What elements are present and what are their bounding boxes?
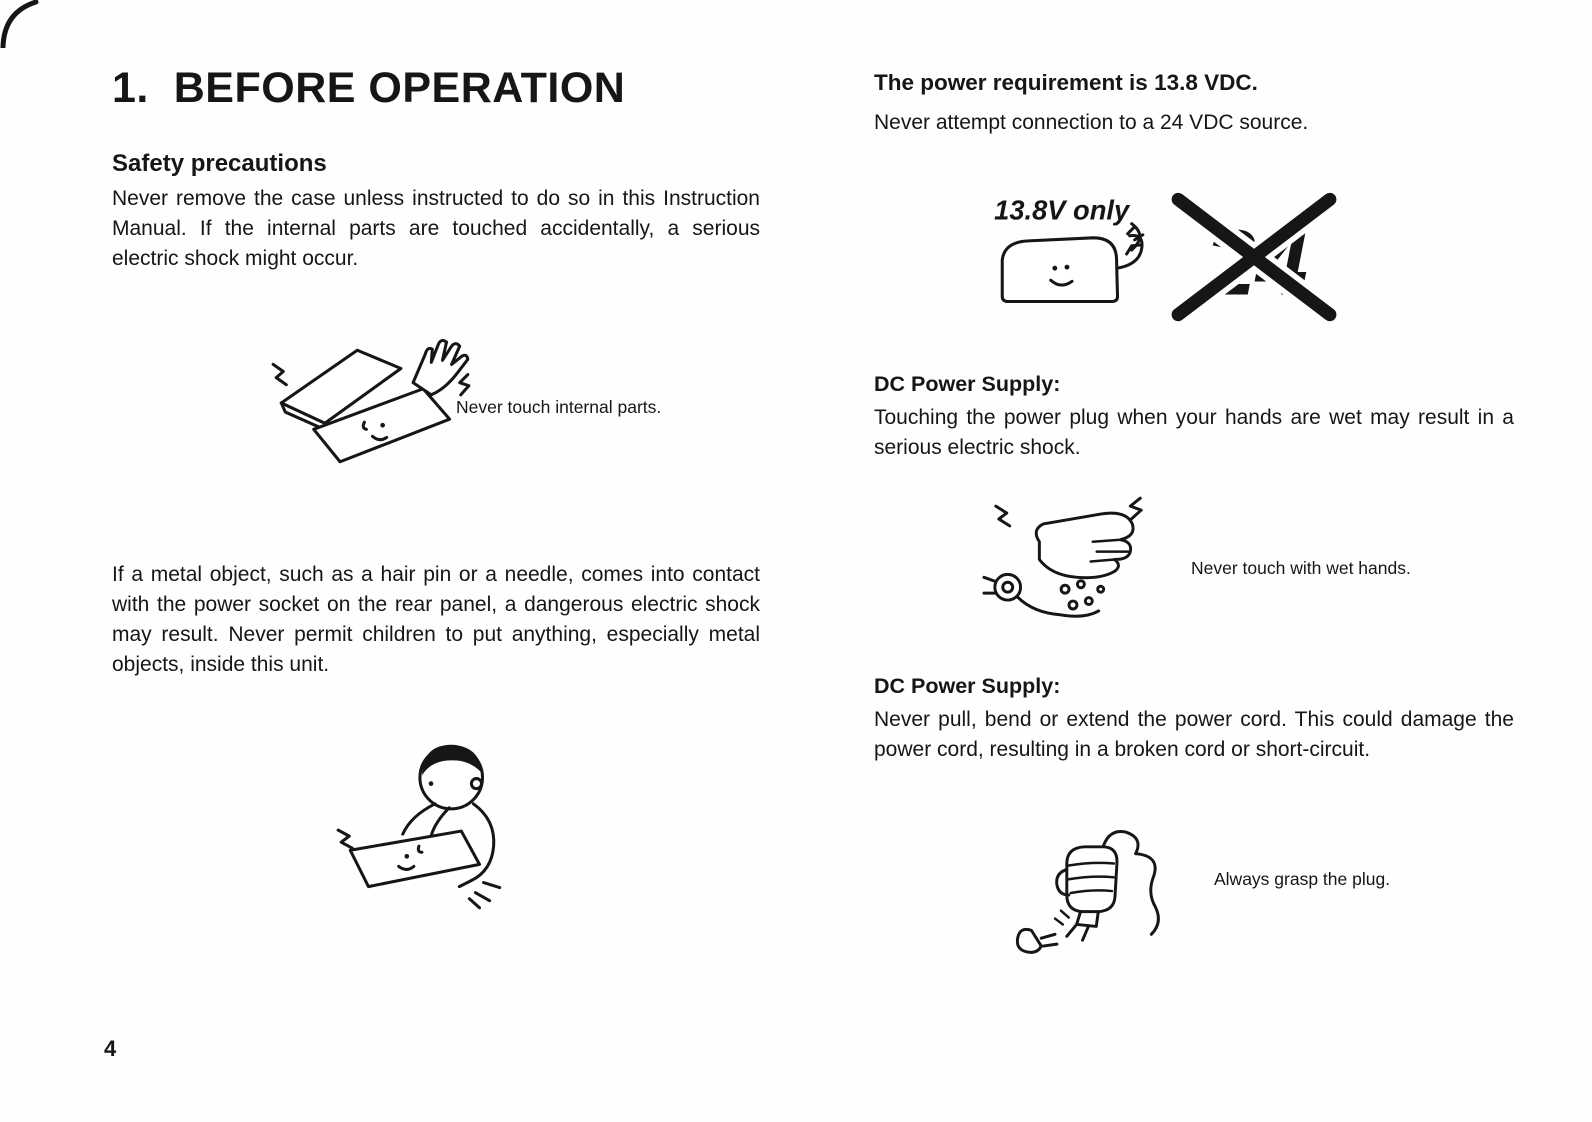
water-drop xyxy=(1098,586,1104,592)
box-face-eye xyxy=(1052,266,1057,271)
paragraph-metal-object: If a metal object, such as a hair pin or a needle, comes into contact with the power socket on the rear panel, a dangerous electric shock may result. Never permit children to put anything, especially metal objects, inside this unit. xyxy=(112,563,760,676)
crossed-out-24-label: 24 xyxy=(1204,210,1308,315)
power-supply-box xyxy=(1002,238,1117,302)
plug-prongs xyxy=(1067,924,1089,940)
hand xyxy=(413,340,468,394)
water-drop xyxy=(1077,581,1084,588)
box-face-eye xyxy=(1065,265,1070,270)
unit-face-eye xyxy=(404,854,409,859)
dc-power-supply-text-1: Touching the power plug when your hands are wet may result in a serious electric shock. xyxy=(874,406,1514,459)
never-touch-internal-parts-illustration xyxy=(263,336,481,478)
wet-hand xyxy=(1036,513,1133,578)
page-curl-artifact xyxy=(0,0,42,48)
impact-marks xyxy=(469,883,499,908)
child-ear xyxy=(471,779,481,789)
safety-precautions-subheading: Safety precautions xyxy=(112,150,327,177)
paragraph-never-remove-case: Never remove the case unless instructed to do so in this Instruction Manual. If the internal parts are touched accidentally, a serious electric shock might occur. xyxy=(112,187,760,270)
power-requirement-text: Never attempt connection to a 24 VDC source. xyxy=(874,111,1309,134)
plug-center xyxy=(1003,582,1013,592)
section-heading: 1. BEFORE OPERATION xyxy=(112,64,626,112)
socket xyxy=(1017,929,1041,952)
lightning-icon xyxy=(1130,498,1141,519)
child-arm xyxy=(403,804,435,834)
dc-power-supply-title-2: DC Power Supply: xyxy=(874,674,1061,698)
case-face-eye xyxy=(380,423,385,428)
voltage-label: 13.8V only xyxy=(994,194,1130,226)
lightning-icon xyxy=(273,364,286,384)
plug-body xyxy=(1077,912,1099,927)
water-drop xyxy=(1061,585,1069,593)
voltage-warning-illustration xyxy=(980,183,1344,325)
socket-prong-ticks xyxy=(1041,934,1057,946)
child-with-unit-illustration xyxy=(322,733,534,915)
power-requirement-heading: The power requirement is 13.8 VDC. xyxy=(874,70,1258,95)
page-number: 4 xyxy=(104,1036,117,1061)
lightning-icon xyxy=(338,830,352,848)
child-eye xyxy=(429,781,434,786)
illustration3-caption: Always grasp the plug. xyxy=(1214,869,1391,889)
dc-power-supply-title-1: DC Power Supply: xyxy=(874,372,1061,396)
water-drop xyxy=(1085,598,1092,605)
unit-box xyxy=(350,831,479,887)
child-arm xyxy=(431,808,449,836)
wet-hands-illustration xyxy=(982,490,1160,634)
illustration2-caption: Never touch with wet hands. xyxy=(1191,558,1411,578)
dc-power-supply-text-2: Never pull, bend or extend the power cord. This could damage the power cord, resulting in a broken cord or short-circuit. xyxy=(874,708,1514,761)
lightning-icon xyxy=(460,375,469,395)
water-drop xyxy=(1069,601,1077,609)
pull-marks xyxy=(1055,911,1069,925)
illustration1-caption: Never touch internal parts. xyxy=(456,397,662,417)
lightning-icon xyxy=(996,506,1010,526)
grasp-plug-illustration xyxy=(998,818,1170,970)
plug-prongs xyxy=(984,577,995,593)
